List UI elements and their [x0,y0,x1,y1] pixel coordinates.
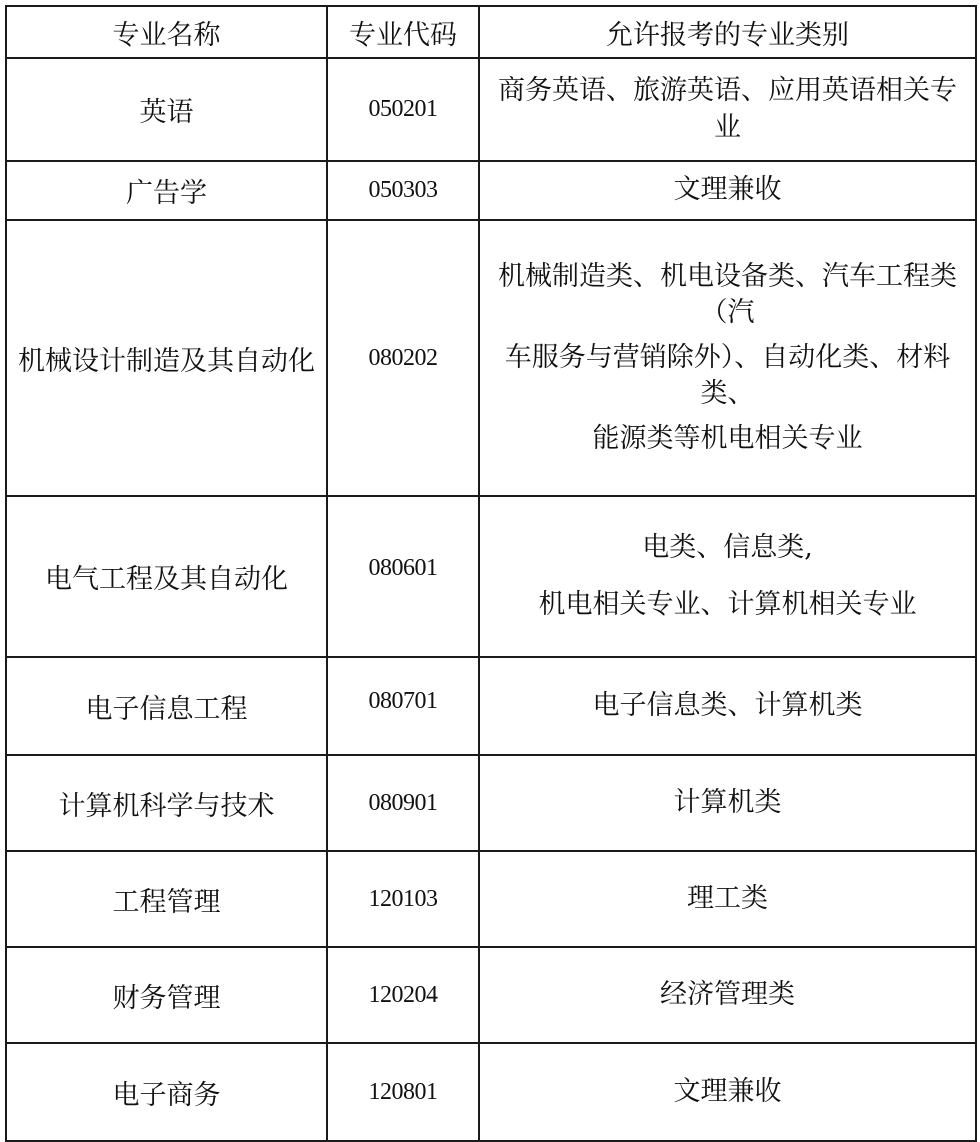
header-row [6,6,976,58]
allowed-categories [479,947,976,1043]
table-row [6,755,976,851]
header-major-name: 专业名称 [6,6,327,58]
major-name: 电子信息工程 [6,657,327,755]
table-row [6,947,976,1043]
line-gap [480,411,975,421]
allowed-categories [479,220,976,496]
major-code: 080901 [327,755,479,851]
major-code: 120801 [327,1043,479,1141]
table-row [6,161,976,220]
allowed-categories [479,161,976,220]
table-row [6,58,976,161]
major-code: 120103 [327,851,479,947]
table-row [6,851,976,947]
category-line: 经济管理类 [660,978,795,1010]
category-line: 文理兼收 [673,1075,782,1107]
major-code: 120204 [327,947,479,1043]
category-line: 能源类等机电相关专业 [592,423,863,455]
allowed-categories [479,58,976,161]
major-name: 广告学 [6,161,327,220]
line-gap [480,330,975,340]
category-line: （汽 [700,296,755,328]
category-line: 业 [714,111,741,143]
category-line: 计算机类 [673,786,782,818]
major-code: 080202 [327,220,479,496]
header-allowed-categories: 允许报考的专业类别 [479,6,976,58]
category-line: 文理兼收 [673,174,782,206]
category-line: 电类、信息类, [642,532,813,564]
category-line: 类、 [700,377,755,409]
category-line: 商务英语、旅游英语、应用英语相关专 [498,75,957,107]
major-name: 电气工程及其自动化 [6,496,327,657]
major-name: 财务管理 [6,947,327,1043]
major-code: 050303 [327,161,479,220]
major-name: 计算机科学与技术 [6,755,327,851]
major-code: 080701 [327,657,479,755]
major-name: 工程管理 [6,851,327,947]
category-line: 电子信息类、计算机类 [592,689,863,721]
category-line: 车服务与营销除外）、自动化类、材料 [504,342,951,374]
major-name: 电子商务 [6,1043,327,1141]
line-gap [480,567,975,587]
major-name: 英语 [6,58,327,161]
allowed-categories [479,1043,976,1141]
category-line: 理工类 [687,882,768,914]
allowed-categories [479,851,976,947]
majors-table [5,5,977,1142]
allowed-categories [479,755,976,851]
table-row [6,496,976,657]
major-code: 050201 [327,58,479,161]
major-name: 机械设计制造及其自动化 [6,220,327,496]
category-line: 机械制造类、机电设备类、汽车工程类 [498,260,957,292]
table-row [6,657,976,755]
header-major-code: 专业代码 [327,6,479,58]
table-row [6,1043,976,1141]
category-line: 机电相关专业、计算机相关专业 [538,588,917,620]
table-row [6,220,976,496]
major-code: 080601 [327,496,479,657]
allowed-categories [479,657,976,755]
allowed-categories [479,496,976,657]
